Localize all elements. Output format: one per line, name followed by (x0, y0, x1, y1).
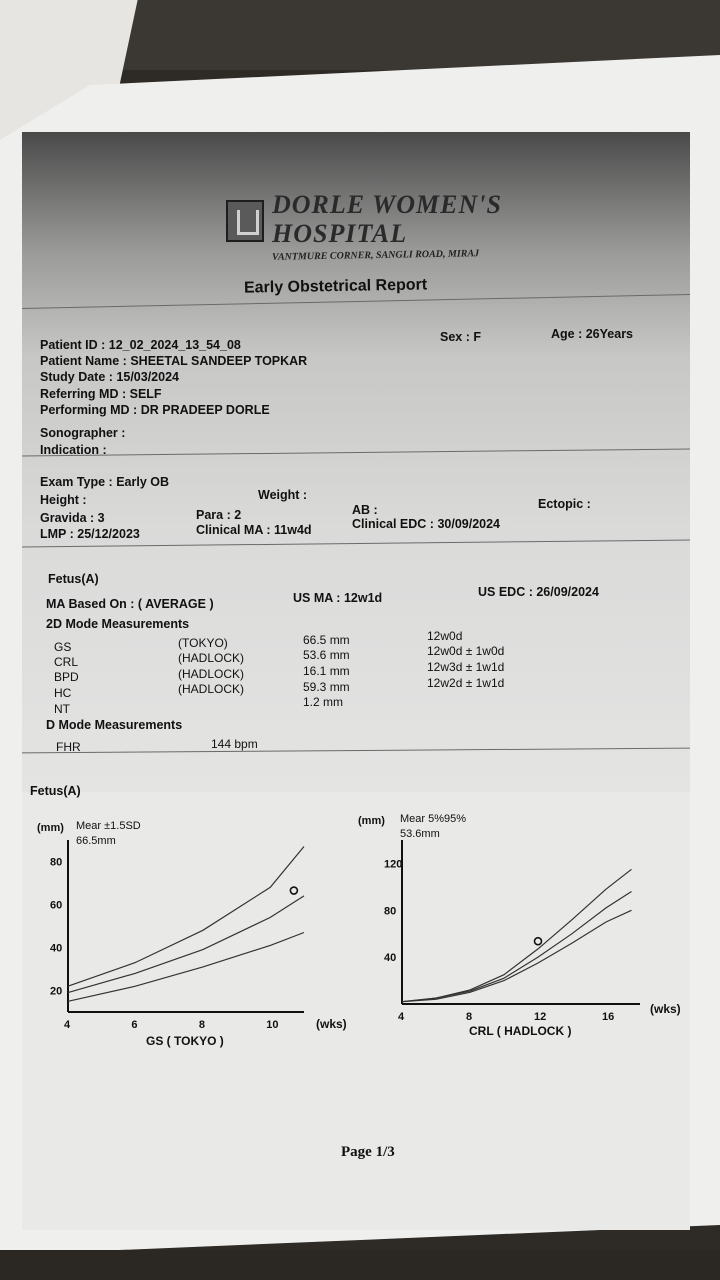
gs-chart-xlabel: GS ( TOKYO ) (146, 1034, 224, 1048)
patient-name-row: Patient Name : SHEETAL SANDEEP TOPKAR (40, 354, 308, 368)
fhr-value: 144 bpm (211, 737, 258, 751)
gs-chart-x-unit: (wks) (316, 1017, 347, 1031)
meas-name-crl: CRL (54, 655, 79, 669)
gs-chart (50, 840, 304, 1031)
us-ma-row: US MA : 12w1d (293, 591, 383, 605)
crl-chart-xlabel: CRL ( HADLOCK ) (469, 1024, 572, 1038)
gs-chart-series-0 (68, 847, 304, 987)
crl-chart-unit: (mm) (358, 815, 385, 827)
gs-chart-legend: Mear ±1.5SD (76, 820, 141, 832)
crl-chart-series-0 (402, 869, 632, 1001)
gs-chart-marker (290, 887, 297, 894)
gs-chart-series-2 (68, 933, 304, 1002)
ectopic-row: Ectopic : (538, 497, 591, 511)
meas-value-gs: 66.5 mm (303, 633, 350, 647)
gs-chart-x-tick-0: 4 (64, 1019, 71, 1031)
hospital-name-line1: DORLE WOMEN'S (272, 190, 502, 219)
meas-name-nt: NT (54, 702, 70, 716)
patient-id-row: Patient ID : 12_02_2024_13_54_08 (40, 338, 241, 352)
meas-age-gs: 12w0d (427, 629, 463, 643)
ma-based-row: MA Based On : ( AVERAGE ) (46, 597, 214, 611)
meas-name-hc: HC (54, 686, 72, 700)
crl-chart-series-2 (402, 910, 632, 1001)
us-edc-row: US EDC : 26/09/2024 (478, 585, 599, 599)
indication-row: Indication : (40, 443, 107, 457)
background-bottom (0, 1250, 720, 1280)
charts-heading: Fetus(A) (30, 784, 81, 798)
gs-chart-y-tick-3: 80 (50, 856, 63, 869)
crl-chart-legend: Mear 5%95% (400, 813, 467, 825)
crl-chart-legend-value: 53.6mm (400, 828, 440, 840)
meas-name-gs: GS (54, 640, 72, 654)
height-row: Height : (40, 493, 87, 507)
clinical-edc-row: Clinical EDC : 30/09/2024 (352, 517, 501, 531)
meas-value-bpd: 16.1 mm (303, 664, 350, 678)
gs-chart-x-tick-2: 8 (198, 1019, 205, 1031)
crl-chart-y-tick-2: 120 (384, 858, 403, 871)
gs-chart-legend-value: 66.5mm (76, 835, 116, 847)
crl-chart-x-tick-1: 8 (466, 1011, 473, 1023)
performing-md-row: Performing MD : DR PRADEEP DORLE (40, 403, 270, 417)
age-row: Age : 26Years (551, 327, 634, 341)
clinical-ma-row: Clinical MA : 11w4d (196, 523, 312, 537)
meas-method-hc: (HADLOCK) (178, 682, 245, 696)
gs-chart-series-1 (68, 896, 304, 993)
gs-chart-x-tick-1: 6 (131, 1019, 138, 1031)
meas-age-bpd: 12w3d ± 1w1d (427, 660, 505, 674)
hospital-address: VANTMURE CORNER, SANGLI ROAD, MIRAJ (271, 248, 480, 263)
weight-row: Weight : (258, 488, 308, 502)
meas-method-bpd: (HADLOCK) (178, 667, 245, 681)
crl-chart-y-tick-0: 40 (384, 952, 397, 965)
mode2d-heading: 2D Mode Measurements (46, 617, 190, 631)
report-title: Early Obstetrical Report (243, 276, 428, 297)
exam-type-row: Exam Type : Early OB (40, 475, 170, 489)
gs-chart-y-tick-2: 60 (50, 899, 63, 912)
meas-name-bpd: BPD (54, 670, 79, 684)
meas-value-crl: 53.6 mm (303, 648, 350, 662)
crl-chart-series-1 (402, 892, 632, 1002)
gs-chart-x-tick-3: 10 (266, 1019, 279, 1031)
crl-chart (384, 840, 640, 1023)
meas-age-crl: 12w0d ± 1w0d (427, 644, 505, 658)
fhr-label: FHR (56, 740, 81, 754)
meas-method-gs: (TOKYO) (178, 636, 228, 650)
referring-md-row: Referring MD : SELF (40, 387, 162, 401)
sonographer-row: Sonographer : (40, 426, 126, 440)
fetus-heading: Fetus(A) (48, 572, 99, 586)
crl-chart-marker (535, 938, 542, 945)
meas-age-hc: 12w2d ± 1w1d (427, 676, 505, 690)
page-number: Page 1/3 (341, 1144, 395, 1160)
hospital-name-line2: HOSPITAL (272, 219, 408, 248)
ab-row: AB : (352, 503, 378, 517)
gs-chart-unit: (mm) (37, 822, 64, 834)
gravida-row: Gravida : 3 (40, 511, 105, 525)
meas-value-nt: 1.2 mm (303, 695, 344, 709)
study-date-row: Study Date : 15/03/2024 (40, 370, 179, 384)
crl-chart-x-tick-3: 16 (602, 1011, 615, 1023)
meas-method-crl: (HADLOCK) (178, 651, 245, 665)
crl-chart-x-unit: (wks) (650, 1002, 681, 1016)
crl-chart-y-tick-1: 80 (384, 905, 397, 918)
crl-chart-x-tick-0: 4 (398, 1011, 405, 1023)
gs-chart-y-tick-0: 20 (50, 985, 63, 998)
gs-chart-y-tick-1: 40 (50, 942, 63, 955)
para-row: Para : 2 (196, 508, 242, 522)
dmode-heading: D Mode Measurements (46, 718, 183, 732)
sex-row: Sex : F (440, 330, 482, 344)
crl-chart-x-tick-2: 12 (534, 1011, 547, 1023)
meas-value-hc: 59.3 mm (303, 680, 350, 694)
lmp-row: LMP : 25/12/2023 (40, 527, 140, 541)
